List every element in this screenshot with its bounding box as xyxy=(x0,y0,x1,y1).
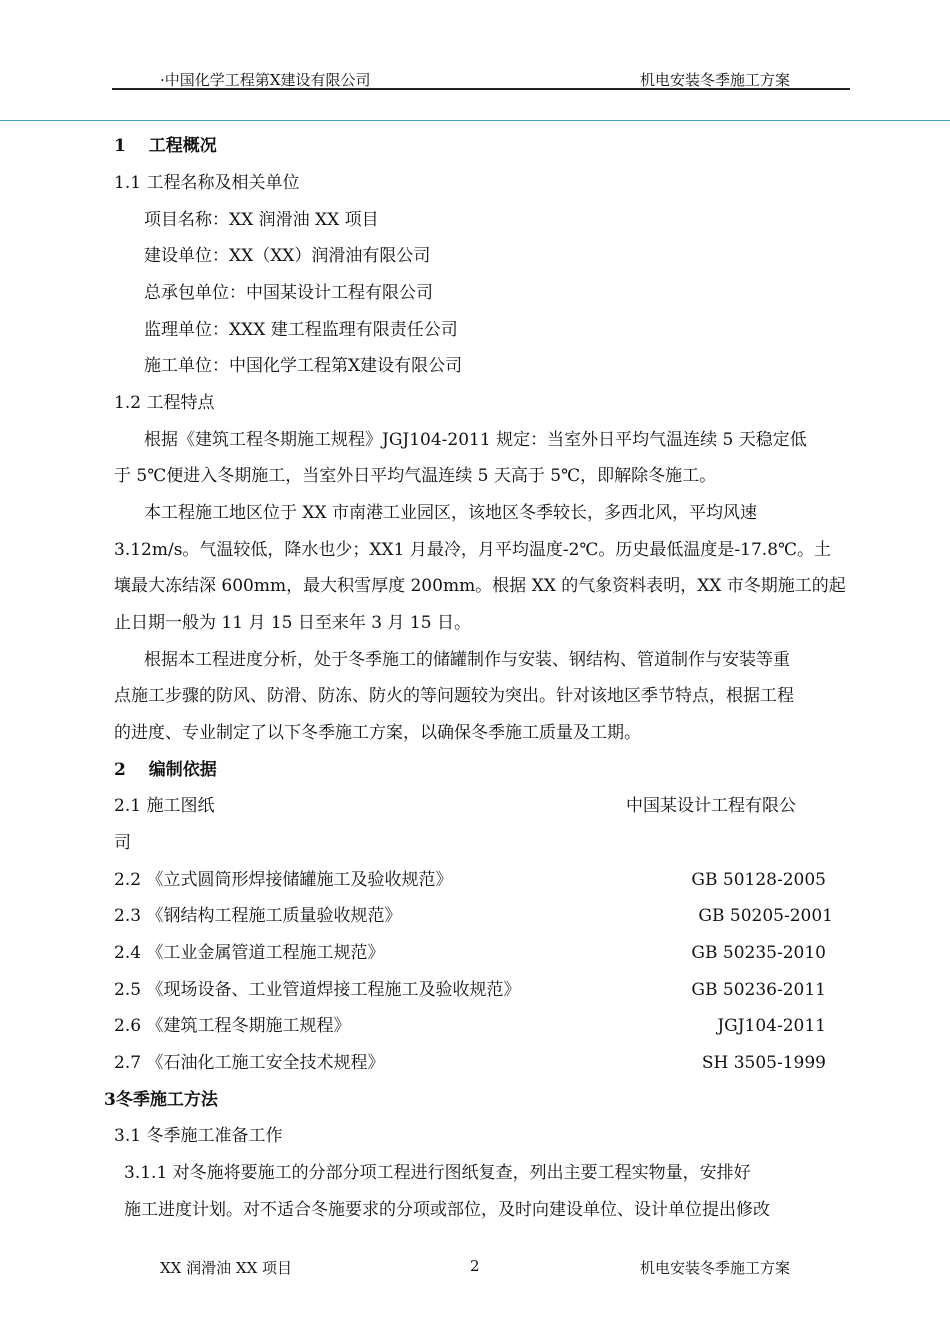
section-3-title: 3冬季施工方法 xyxy=(104,1090,218,1110)
paragraph-3-line-1: 根据本工程进度分析，处于冬季施工的储罐制作与安装、钢结构、管道制作与安装等重 xyxy=(144,650,790,670)
section-1-2-title: 1.2 工程特点 xyxy=(114,393,215,413)
project-name: 项目名称：XX 润滑油 XX 项目 xyxy=(144,210,379,230)
reference-label: 2.2 《立式圆筒形焊接储罐施工及验收规范》 xyxy=(114,870,453,890)
page-divider xyxy=(0,120,950,121)
paragraph-2-line-4: 止日期一般为 11 月 15 日至来年 3 月 15 日。 xyxy=(114,613,471,633)
paragraph-2-line-2: 3.12m/s。气温较低，降水也少；XX1 月最冷，月平均温度-2℃。历史最低温度是-17.8℃。土 xyxy=(114,540,832,560)
section-2-title: 2 编制依据 xyxy=(114,760,217,780)
reference-code: GB 50236-2011 xyxy=(691,980,826,1000)
section-1-1-title: 1.1 工程名称及相关单位 xyxy=(114,173,300,193)
paragraph-1-line-1: 根据《建筑工程冬期施工规程》JGJ104-2011 规定：当室外日平均气温连续 5 天稳定低 xyxy=(144,430,807,450)
construction-unit: 施工单位：中国化学工程第Ⅹ建设有限公司 xyxy=(144,356,463,376)
reference-label: 2.1 施工图纸 xyxy=(114,796,215,816)
reference-label: 2.6 《建筑工程冬期施工规程》 xyxy=(114,1016,351,1036)
reference-label: 2.5 《现场设备、工业管道焊接工程施工及验收规范》 xyxy=(114,980,521,1000)
footer-doc-title: 机电安装冬季施工方案 xyxy=(640,1259,791,1277)
header-rule xyxy=(112,88,850,90)
section-3-1-title: 3.1 冬季施工准备工作 xyxy=(114,1126,283,1146)
reference-code: GB 50235-2010 xyxy=(691,943,826,963)
reference-label: 2.7 《石油化工施工安全技术规程》 xyxy=(114,1053,385,1073)
paragraph-1-line-2: 于 5℃便进入冬期施工，当室外日平均气温连续 5 天高于 5℃，即解除冬施工。 xyxy=(114,466,717,486)
section-1-title: 1 工程概况 xyxy=(114,136,217,156)
reference-code: JGJ104-2011 xyxy=(717,1016,826,1036)
paragraph-2-line-3: 壤最大冻结深 600mm，最大积雪厚度 200mm。根据 XX 的气象资料表明，XX 市冬期施工的起 xyxy=(114,576,846,596)
supervision-unit: 监理单位：XXX 建工程监理有限责任公司 xyxy=(144,320,458,340)
reference-code: GB 50128-2005 xyxy=(691,870,826,890)
reference-code: SH 3505-1999 xyxy=(701,1053,826,1073)
paragraph-3-1-1-line-1: 3.1.1 对冬施将要施工的分部分项工程进行图纸复查，列出主要工程实物量，安排好 xyxy=(124,1163,751,1183)
reference-label: 2.3 《钢结构工程施工质量验收规范》 xyxy=(114,906,402,926)
footer-page-number: 2 xyxy=(470,1257,480,1275)
reference-code: 中国某设计工程有限公 xyxy=(626,796,796,816)
general-contractor: 总承包单位：中国某设计工程有限公司 xyxy=(144,283,433,303)
paragraph-3-line-2: 点施工步骤的防风、防滑、防冻、防火的等问题较为突出。针对该地区季节特点，根据工程 xyxy=(114,686,794,706)
paragraph-2-line-1: 本工程施工地区位于 XX 市南港工业园区，该地区冬季较长，多西北风，平均风速 xyxy=(144,503,758,523)
reference-label: 2.4 《工业金属管道工程施工规范》 xyxy=(114,943,385,963)
paragraph-3-line-3: 的进度、专业制定了以下冬季施工方案，以确保冬季施工质量及工期。 xyxy=(114,723,641,743)
header-company: ·中国化学工程第Ⅹ建设有限公司 xyxy=(160,71,371,89)
footer-project: XX 润滑油 XX 项目 xyxy=(160,1259,293,1277)
builder-unit: 建设单位：XX（XX）润滑油有限公司 xyxy=(144,246,431,266)
reference-code: GB 50205-2001 xyxy=(698,906,833,926)
paragraph-3-1-1-line-2: 施工进度计划。对不适合冬施要求的分项或部位，及时向建设单位、设计单位提出修改 xyxy=(124,1200,770,1220)
header-doc-title: 机电安装冬季施工方案 xyxy=(640,71,791,89)
reference-wrap: 司 xyxy=(114,833,131,853)
